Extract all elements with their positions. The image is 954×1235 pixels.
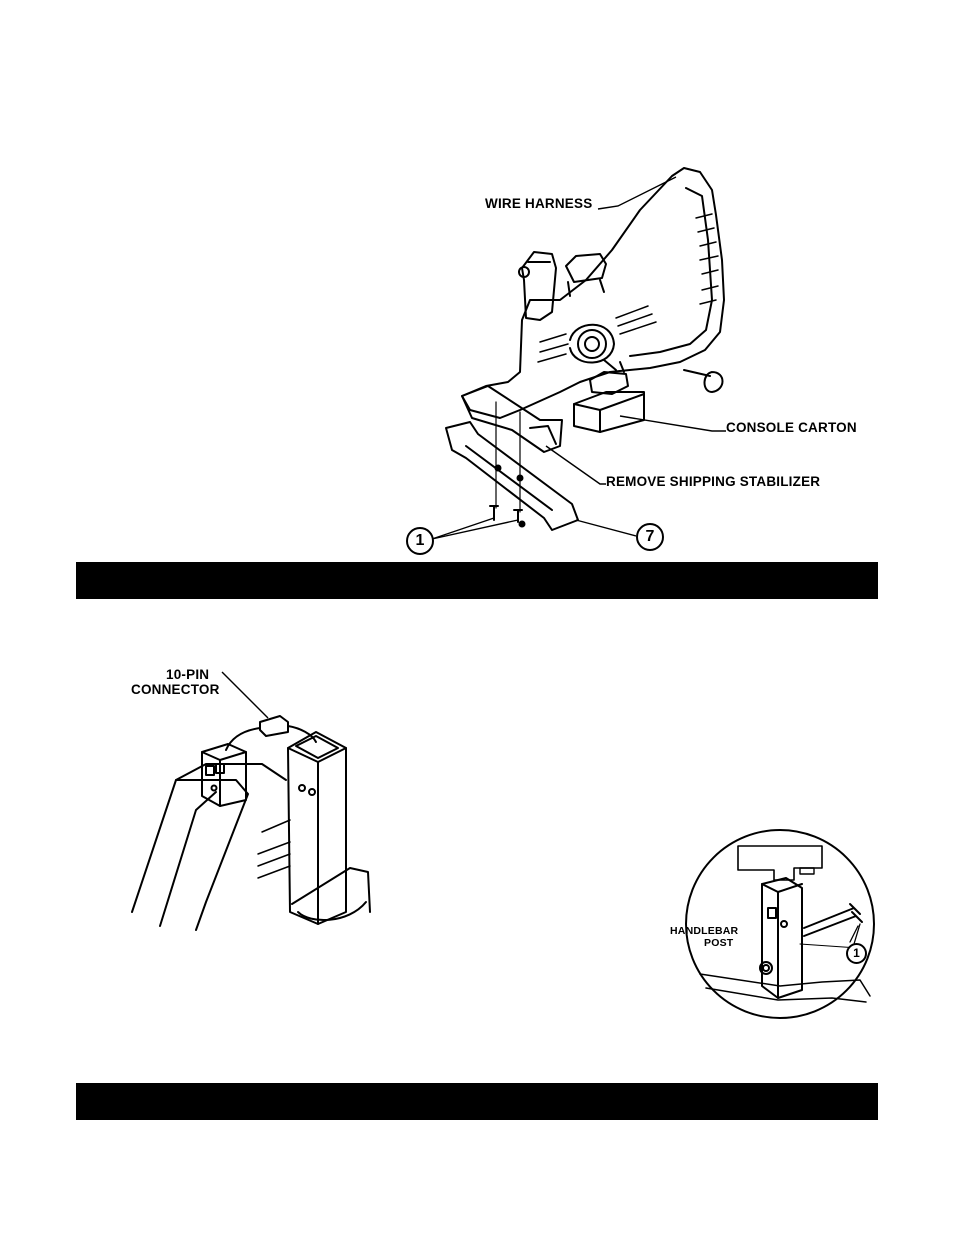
flywheel-hub <box>578 330 606 358</box>
bolt-1 <box>490 506 498 520</box>
handlebar-label-line2: POST <box>704 937 734 949</box>
callout-detail-bolts: 1 <box>846 943 867 964</box>
seat <box>566 254 606 282</box>
section-header-bar <box>76 562 878 599</box>
handlebar-label-line1: HANDLEBAR <box>670 925 739 937</box>
leader-console-carton <box>620 416 726 431</box>
wire-harness-label: WIRE HARNESS <box>485 196 593 211</box>
leader-stabilizer <box>546 446 606 484</box>
connector-label-line1: 10-PIN <box>166 667 210 682</box>
connector-label-line2: CONNECTOR <box>131 682 220 697</box>
front-base <box>462 386 562 452</box>
leader-wire-harness <box>598 177 676 209</box>
leader-callout-7 <box>576 520 636 536</box>
callout-bolts: 1 <box>406 527 434 555</box>
detail-post <box>762 878 802 998</box>
leader-bolts-a <box>432 518 494 539</box>
section-header-bar-2 <box>76 1083 878 1120</box>
console-carton-label: CONSOLE CARTON <box>726 420 857 435</box>
remove-shipping-stabilizer-label: REMOVE SHIPPING STABILIZER <box>606 474 821 489</box>
frame-left <box>132 780 248 930</box>
leader-connector <box>222 672 268 718</box>
shipping-stabilizer <box>446 422 578 530</box>
connector-plug <box>260 716 288 736</box>
leader-bolts-b <box>432 520 518 539</box>
pedal <box>590 372 628 394</box>
callout-stabilizer: 7 <box>636 523 664 551</box>
